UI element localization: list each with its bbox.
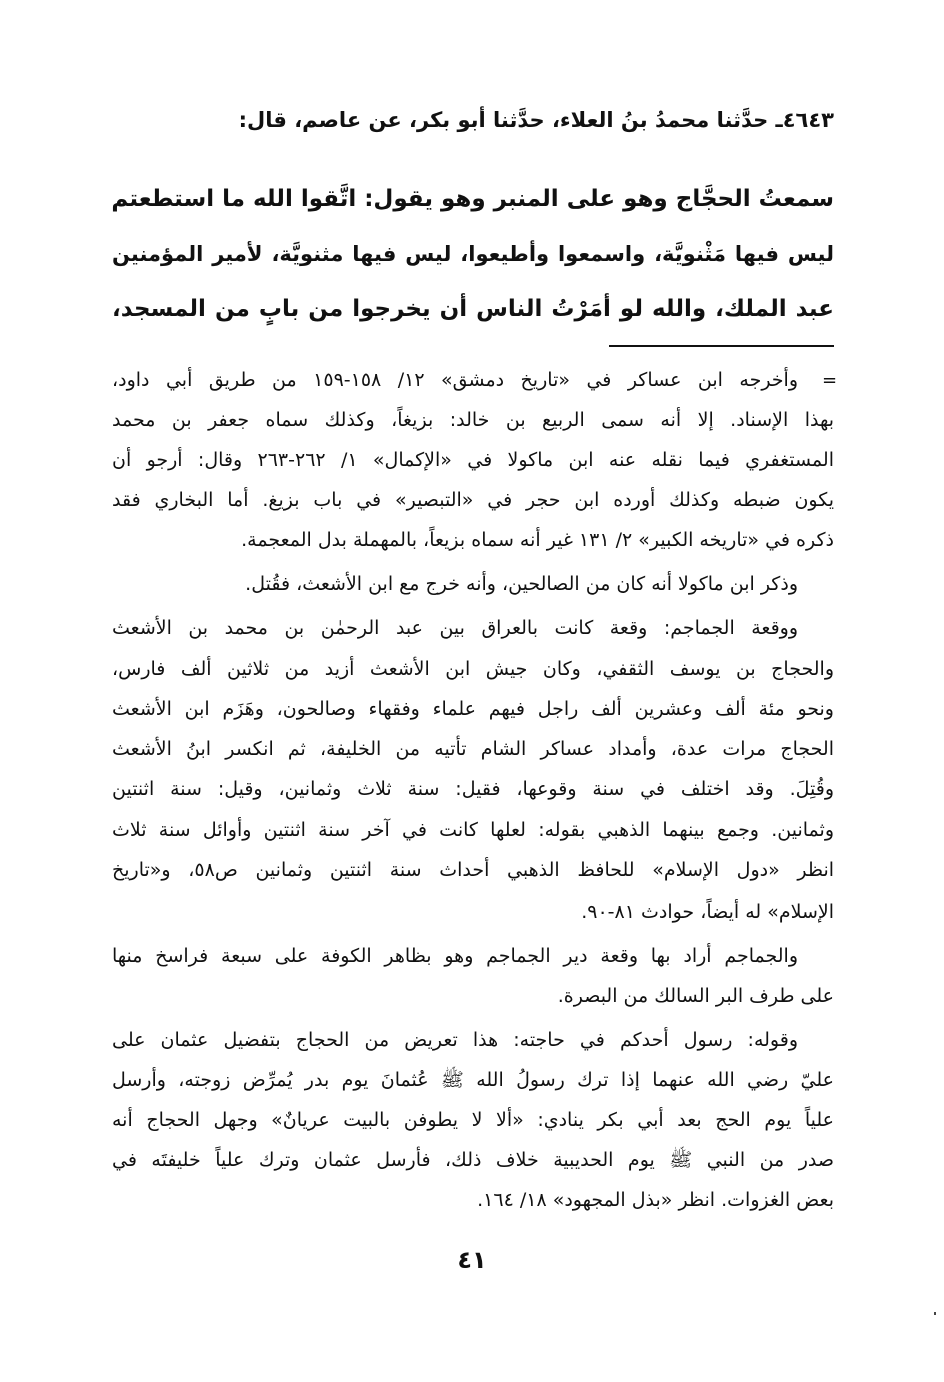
footnote-line-6: وذكر ابن ماكولا أنه كان من الصالحين، وأنه خرج مع ابن الأشعث، فقُتل. bbox=[245, 573, 798, 595]
footnote-line-19: علياً يوم الحج بعد أبي بكر ينادي: «ألا لا يطوفن بالبيت عريانٌ» وجهل الحجاج أنه bbox=[112, 1109, 834, 1131]
hadith-text-line-2: ليس فيها مَثْنويَّة، واسمعوا وأطيعوا، ليس فيها مثنويَّة، لأمير المؤمنين bbox=[112, 242, 834, 266]
footnote-line-16: على طرف البر السالك من البصرة. bbox=[557, 985, 834, 1007]
footnote-line-21: بعض الغزوات. انظر «بذل المجهود» ١٨/ ١٦٤. bbox=[477, 1189, 834, 1211]
footnote-line-13: انظر «دول الإسلام» للحافظ الذهبي أحداث سنة اثنتين وثمانين ص٥٨، و«تاريخ bbox=[112, 859, 835, 881]
hadith-number: ٤٦٤٣ bbox=[782, 108, 834, 132]
footnote-line-5: ذكره في «تاريخه الكبير» ٢/ ١٣١ غير أنه سماه بزيعاً، بالمهملة بدل المعجمة. bbox=[241, 529, 834, 551]
footnote-line-1: وأخرجه ابن عساكر في «تاريخ دمشق» ١٢/ ١٥٨-١٥٩ من طريق أبي داود، bbox=[112, 369, 798, 391]
hadith-chain: ـ حدَّثنا محمدُ بنُ العلاء، حدَّثنا أبو بكر، عن عاصم، قال: bbox=[238, 108, 783, 132]
footnote-line-10: الحجاج مرات عدة، وأمداد عساكر الشام تأتيه من الخليفة، ثم انكسر ابنُ الأشعث bbox=[112, 738, 834, 760]
footnote-line-14: الإسلام» له أيضاً، حوادث ٨١-٩٠. bbox=[581, 901, 834, 923]
page-number: ٤١ bbox=[457, 1246, 487, 1274]
scan-speck bbox=[934, 1312, 936, 1315]
footnote-separator bbox=[609, 345, 834, 347]
footnote-line-15: والجماجم أراد بها وقعة دير الجماجم وهو بظاهر الكوفة على سبعة فراسخ منها bbox=[112, 945, 798, 967]
footnote-continuation-mark: = bbox=[822, 370, 838, 391]
footnote-line-8: والحجاج بن يوسف الثقفي، وكان جيش ابن الأشعث أزيد من ثلاثين ألف فارس، bbox=[112, 658, 834, 680]
footnote-line-17: وقوله: رسول أحدكم في حاجته: هذا تعريض من الحجاج بتفضيل عثمان على bbox=[112, 1029, 798, 1051]
hadith-text-line-3: عبد الملك، والله لو أمَرْتُ الناس أن يخرجوا من بابٍ من المسجد، bbox=[112, 296, 834, 322]
footnote-line-2: بهذا الإسناد. إلا أنه سمى الربيع بن خالد: بزيغاً، وكذلك سماه جعفر بن محمد bbox=[112, 409, 834, 431]
footnote-line-7: ووقعة الجماجم: وقعة كانت بالعراق بين عبد الرحمٰن بن محمد بن الأشعث bbox=[112, 617, 798, 639]
footnote-line-4: يكون ضبطه وكذلك أورده ابن حجر في «التبصير» في باب بزيغ. أما البخاري فقد bbox=[112, 489, 834, 511]
footnote-line-9: ونحو مئة ألف وعشرين ألف راجل فيهم علماء وفقهاء وصالحون، وهَزَم ابن الأشعث bbox=[112, 698, 834, 720]
footnote-line-11: وقُتِلَ. وقد اختلف في سنة وقوعها، فقيل: سنة ثلاث وثمانين، وقيل: سنة اثنتين bbox=[112, 778, 834, 800]
footnote-line-3: المستغفري فيما نقله عنه ابن ماكولا في «الإكمال» ١/ ٢٦٢-٢٦٣ وقال: أرجو أن bbox=[112, 449, 834, 471]
footnote-line-20: صدر من النبي ﷺ يوم الحديبية خلاف ذلك، فأرسل عثمان وترك علياً خليفتَه في bbox=[112, 1149, 834, 1171]
hadith-header bbox=[112, 108, 834, 132]
hadith-text-line-1: سمعتُ الحجَّاج وهو على المنبر وهو يقول: اتَّقوا الله ما استطعتم bbox=[111, 186, 834, 212]
footnote-line-18: عليّ رضي الله عنهما إذا ترك رسولُ الله ﷺ عُثمانَ يوم بدر يُمرِّض زوجته، وأرسل bbox=[112, 1069, 834, 1091]
footnote-line-12: وثمانين. وجمع بينهما الذهبي بقوله: لعلها كانت في آخر سنة اثنتين وأوائل سنة ثلاث bbox=[112, 819, 834, 841]
